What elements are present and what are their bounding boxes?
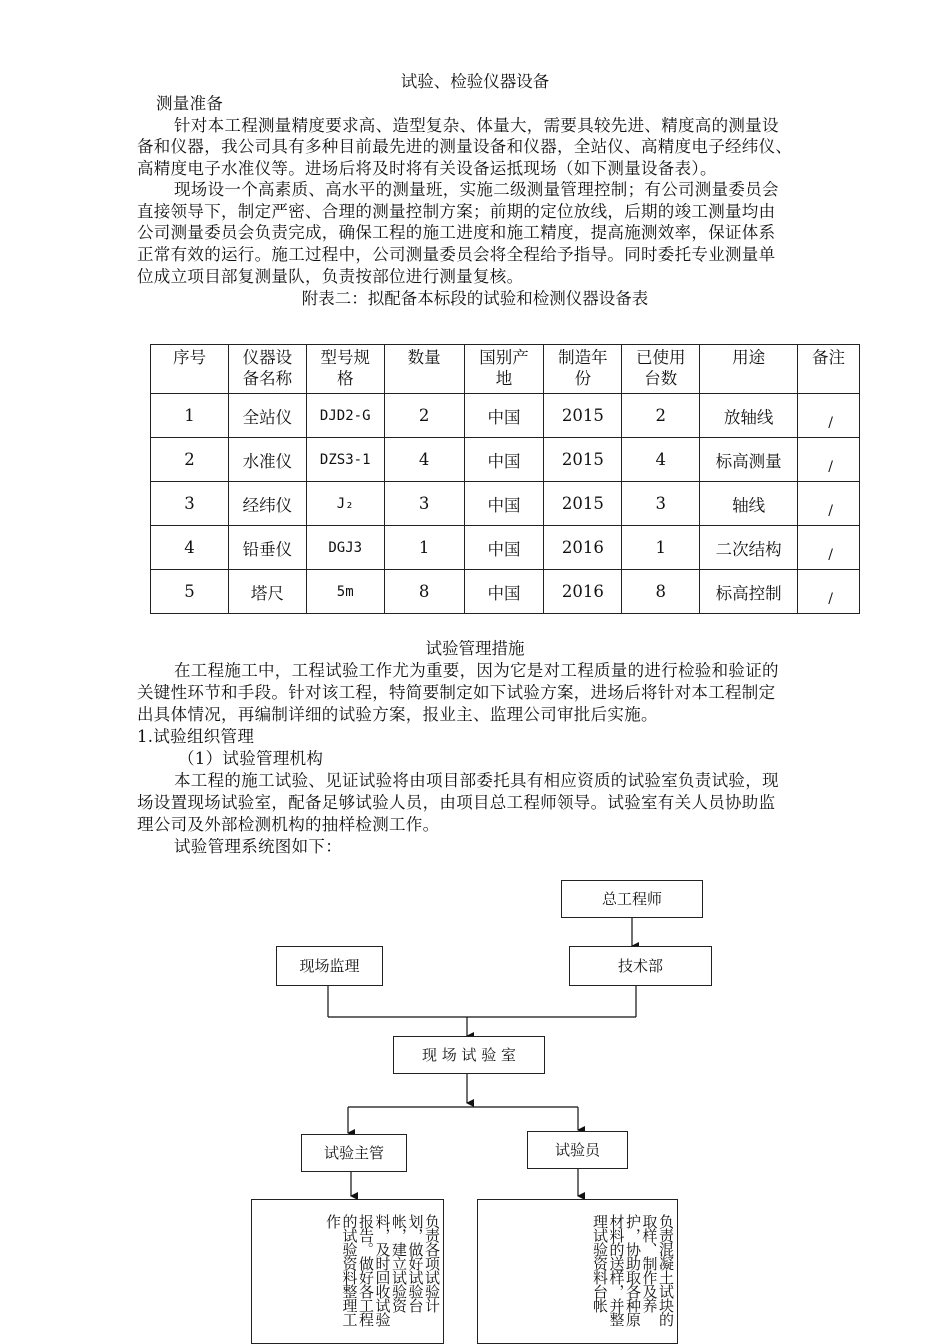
paragraph-line: 理公司及外部检测机构的抽样检测工作。	[137, 815, 440, 834]
table-cell: DJD2-G	[306, 394, 384, 438]
equipment-table	[150, 344, 860, 614]
header-cell: 已使用 台数	[622, 345, 700, 394]
table-cell-remark: /	[798, 570, 860, 614]
table-cell-remark: /	[798, 526, 860, 570]
header-cell: 用途	[700, 345, 798, 394]
table-cell-remark: /	[798, 482, 860, 526]
paragraph-line: 备和仪器，我公司具有多种目前最先进的测量设备和仪器，全站仪、高精度电子经纬仪、	[137, 137, 793, 156]
table-header-row	[151, 345, 860, 394]
header-cell: 制造年 份	[544, 345, 622, 394]
flow-box-tech-dept: 技术部	[569, 946, 712, 986]
table-cell: 2015	[544, 482, 622, 526]
table-cell: 3	[384, 482, 464, 526]
table-cell: 2016	[544, 526, 622, 570]
paragraph-line: 正常有效的运行。施工过程中，公司测量委员会将全程给予指导。同时委托专业测量单	[137, 245, 776, 264]
paragraph-line: 针对本工程测量精度要求高、造型复杂、体量大，需要具较先进、精度高的测量设	[174, 116, 779, 135]
paragraph-line: 关键性环节和手段。针对该工程，特简要制定如下试验方案，进场后将针对本工程制定	[137, 683, 776, 702]
paragraph-line: 高精度电子水准仪等。进场后将及时将有关设备运抵现场（如下测量设备表）。	[137, 159, 717, 178]
header-cell: 备注	[798, 345, 860, 394]
paragraph-line: 出具体情况，再编制详细的试验方案，报业主、监理公司审批后实施。	[137, 705, 658, 724]
subheading: （1）试验管理机构	[178, 749, 324, 768]
header-cell: 国别产 地	[464, 345, 544, 394]
table-cell: 8	[622, 570, 700, 614]
table-cell: 3	[622, 482, 700, 526]
table-cell: 中国	[464, 570, 544, 614]
table-cell: 中国	[464, 482, 544, 526]
flow-box-tester-duty	[477, 1199, 678, 1344]
table-cell: 5m	[306, 570, 384, 614]
flow-box-supervisor-duty	[251, 1199, 444, 1344]
table-cell: 2	[622, 394, 700, 438]
paragraph-line: 直接领导下，制定严密、合理的测量控制方案；前期的定位放线，后期的竣工测量均由	[137, 202, 776, 221]
table-cell: 放轴线	[700, 394, 798, 438]
table-cell: 5	[151, 570, 229, 614]
table-cell: 2015	[544, 394, 622, 438]
table-row	[151, 570, 860, 614]
paragraph-line: 场设置现场试验室，配备足够试验人员，由项目总工程师领导。试验室有关人员协助监	[137, 793, 776, 812]
paragraph-line: 位成立项目部复测量队，负责按部位进行测量复核。	[137, 267, 524, 286]
header-cell: 数量	[384, 345, 464, 394]
table-cell-remark: /	[798, 438, 860, 482]
paragraph-line: 本工程的施工试验、见证试验将由项目部委托具有相应资质的试验室负责试验，现	[174, 771, 779, 790]
tester-duty-text: 负责混凝土试块的取样、制作及养护，协助取各种原材料的送样，并整理试验资料台帐	[591, 1214, 675, 1326]
table-cell: DGJ3	[306, 526, 384, 570]
table-cell: 塔尺	[228, 570, 306, 614]
flow-box-test-supervisor: 试验主管	[301, 1134, 407, 1172]
table-row	[151, 526, 860, 570]
table-cell: 2015	[544, 438, 622, 482]
page-title: 试验、检验仪器设备	[400, 72, 550, 91]
supervisor-duty-text: 负责各项试验计划，做好试验台帐，建立试验资料，及时回收试验报告。做好各工程的试验资料整理工作	[324, 1214, 441, 1326]
table-row	[151, 394, 860, 438]
table-cell: 经纬仪	[228, 482, 306, 526]
paragraph-line: 公司测量委员会负责完成，确保工程的施工进度和施工精度，提高施测效率，保证体系	[137, 223, 776, 242]
table-cell: 中国	[464, 526, 544, 570]
table-cell: 中国	[464, 394, 544, 438]
section-heading-survey: 测量准备	[156, 94, 224, 113]
table-cell: 铅垂仪	[228, 526, 306, 570]
header-cell: 序号	[151, 345, 229, 394]
paragraph-line: 现场设一个高素质、高水平的测量班，实施二级测量管理控制；有公司测量委员会	[174, 180, 779, 199]
paragraph-line: 试验管理系统图如下：	[174, 837, 342, 856]
table-cell: 1	[384, 526, 464, 570]
table-cell: 全站仪	[228, 394, 306, 438]
header-cell: 仪器设 备名称	[228, 345, 306, 394]
flow-box-chief-engineer: 总工程师	[561, 880, 703, 918]
table-cell: 水准仪	[228, 438, 306, 482]
section-heading-test-management: 试验管理措施	[425, 639, 525, 658]
flow-box-tester: 试验员	[527, 1131, 628, 1169]
table-cell: 轴线	[700, 482, 798, 526]
table-cell: 标高测量	[700, 438, 798, 482]
subheading: 1.试验组织管理	[137, 727, 255, 746]
table-cell: 2	[384, 394, 464, 438]
table-row	[151, 482, 860, 526]
table-cell: 1	[151, 394, 229, 438]
table-cell: 2016	[544, 570, 622, 614]
table-cell: J₂	[306, 482, 384, 526]
table-cell: 2	[151, 438, 229, 482]
table-cell: 中国	[464, 438, 544, 482]
table-cell: 二次结构	[700, 526, 798, 570]
table-cell: 1	[622, 526, 700, 570]
table-caption: 附表二：拟配备本标段的试验和检测仪器设备表	[301, 289, 649, 308]
table-cell: 4	[622, 438, 700, 482]
flow-box-site-lab: 现 场 试 验 室	[393, 1036, 545, 1074]
table-cell: 3	[151, 482, 229, 526]
table-cell: DZS3-1	[306, 438, 384, 482]
table-cell: 标高控制	[700, 570, 798, 614]
table-cell: 4	[384, 438, 464, 482]
table-cell: 8	[384, 570, 464, 614]
table-cell-remark: /	[798, 394, 860, 438]
table-cell: 4	[151, 526, 229, 570]
header-cell: 型号规 格	[306, 345, 384, 394]
paragraph-line: 在工程施工中，工程试验工作尤为重要，因为它是对工程质量的进行检验和验证的	[174, 661, 779, 680]
flow-box-site-supervision: 现场监理	[276, 946, 383, 986]
table-row	[151, 438, 860, 482]
